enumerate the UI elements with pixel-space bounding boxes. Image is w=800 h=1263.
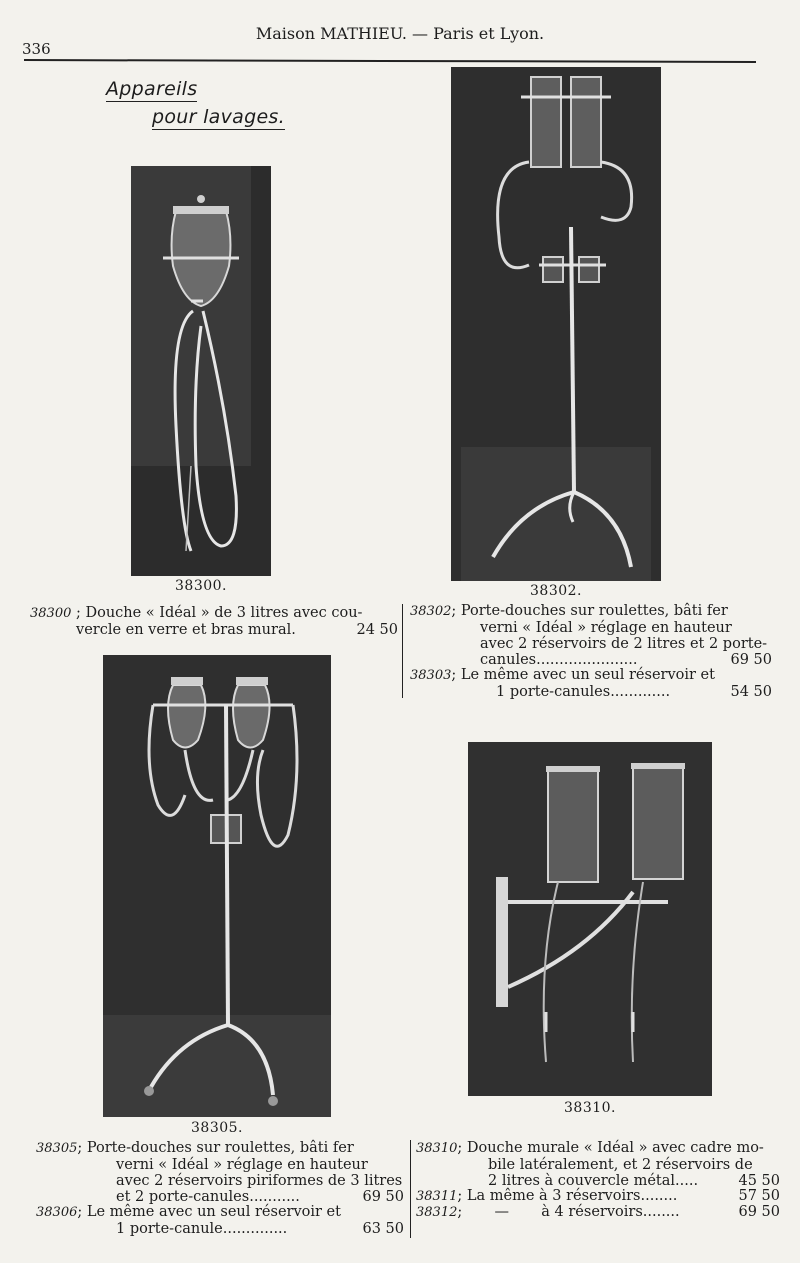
- entry-text: ; Le même avec un seul réservoir et: [451, 667, 715, 683]
- entry-text: verni « Idéal » réglage en hauteur: [480, 620, 732, 636]
- figure-label-38305: 38305.: [191, 1120, 243, 1136]
- entry-text: ; Porte-douches sur roulettes, bâti fer: [451, 603, 728, 619]
- entry-text: 2 litres à couvercle métal.....: [488, 1173, 699, 1189]
- catalog-number: 38300: [30, 606, 72, 621]
- entry-text: ; — à 4 réservoirs........: [457, 1204, 680, 1220]
- catalog-number: 38310: [416, 1141, 458, 1156]
- entry-text: ; Le même avec un seul réservoir et: [77, 1204, 341, 1220]
- section-title-line1: Appareils: [106, 78, 198, 100]
- entry-38312: [416, 1204, 780, 1221]
- entry-text: 1 porte-canules.............: [496, 684, 671, 700]
- price: 63 50: [362, 1221, 404, 1237]
- entry-text: ; Douche murale « Idéal » avec cadre mo-: [457, 1140, 764, 1156]
- price: 69 50: [738, 1204, 780, 1220]
- section-title-line2: pour lavages.: [152, 106, 285, 128]
- entry-text: avec 2 réservoirs de 2 litres et 2 porte-: [480, 636, 768, 652]
- photo-douche-ideal-38300: [131, 166, 271, 576]
- catalog-number: 38306: [36, 1205, 78, 1220]
- figure-label-38310: 38310.: [564, 1100, 616, 1116]
- entry-text: canules......................: [480, 652, 638, 668]
- entry-text: verni « Idéal » réglage en hauteur: [116, 1157, 368, 1173]
- entry-text: ; Porte-douches sur roulettes, bâti fer: [77, 1140, 354, 1156]
- running-header: Maison MATHIEU. — Paris et Lyon.: [255, 24, 545, 43]
- photo-douche-murale-38310: [468, 742, 712, 1096]
- entry-text: avec 2 réservoirs piriformes de 3 litres: [116, 1173, 403, 1189]
- catalog-number: 38303: [410, 668, 452, 683]
- entry-38300-line1: [30, 605, 398, 622]
- photo-porte-douches-38302: [451, 67, 661, 581]
- price: 57 50: [738, 1188, 780, 1204]
- entry-text: ; La même à 3 réservoirs........: [457, 1188, 678, 1204]
- price: 69 50: [730, 652, 772, 668]
- price: 69 50: [362, 1189, 404, 1205]
- column-divider-bottom: [410, 1140, 411, 1238]
- entry-text: bile latéralement, et 2 réservoirs de: [488, 1157, 753, 1173]
- entry-38302: [410, 603, 772, 668]
- page-number: 336: [22, 40, 51, 58]
- entry-38311: [416, 1188, 780, 1205]
- entry-text: vercle en verre et bras mural.: [76, 622, 296, 638]
- entry-text: 1 porte-canule..............: [116, 1221, 288, 1237]
- header-rule: [24, 59, 756, 63]
- price: 54 50: [730, 684, 772, 700]
- entry-38300: [30, 605, 398, 638]
- figure-label-38300: 38300.: [175, 578, 227, 594]
- entry-text: ; Douche « Idéal » de 3 litres avec cou-: [71, 605, 363, 621]
- price: 24 50: [356, 622, 398, 638]
- entry-38310: [416, 1140, 780, 1189]
- catalog-number: 38305: [36, 1141, 78, 1156]
- price: 45 50: [738, 1173, 780, 1189]
- figure-label-38302: 38302.: [530, 583, 582, 599]
- entry-38306: [36, 1204, 404, 1237]
- entry-38303: [410, 667, 772, 700]
- catalog-number: 38311: [416, 1189, 458, 1204]
- catalog-number: 38302: [410, 604, 452, 619]
- photo-porte-douches-38305: [103, 655, 331, 1117]
- column-divider-top: [402, 604, 403, 698]
- entry-38300-line2: [30, 622, 398, 638]
- entry-text: et 2 porte-canules...........: [116, 1189, 300, 1205]
- catalog-number: 38312: [416, 1205, 458, 1220]
- entry-38305: [36, 1140, 404, 1205]
